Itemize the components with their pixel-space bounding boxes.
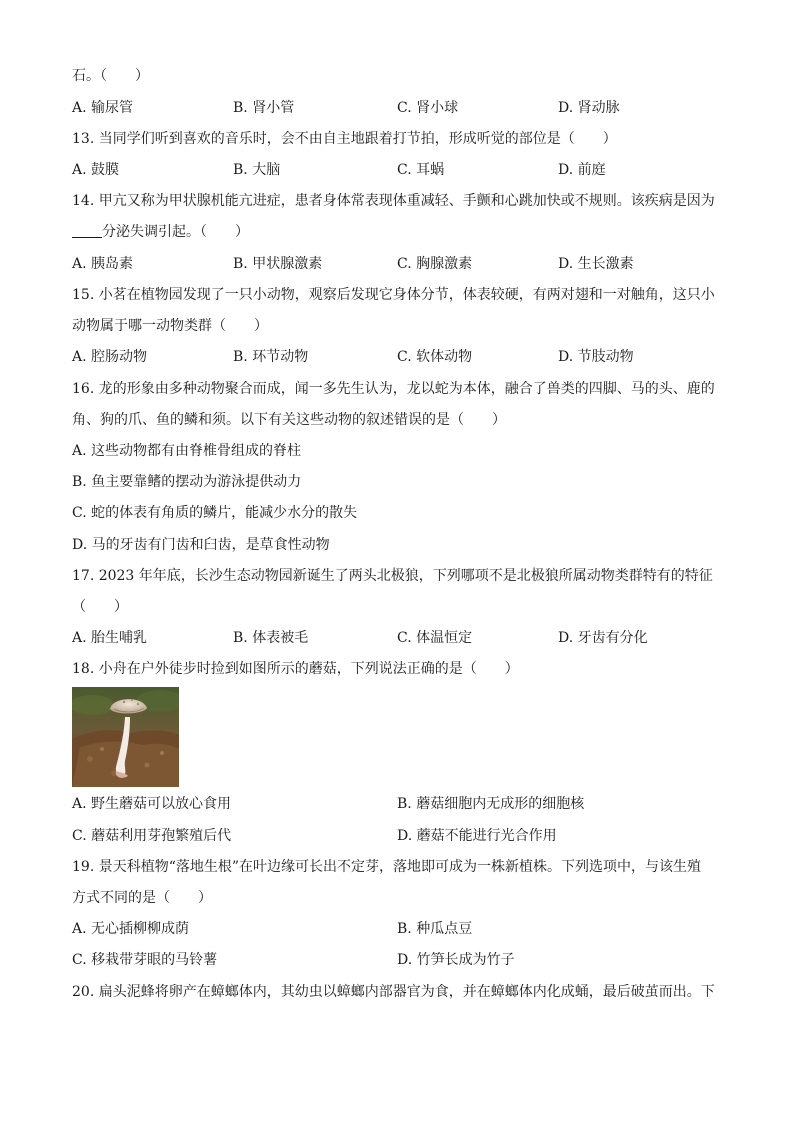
q12-option-c[interactable]: C. 肾小球 bbox=[397, 100, 459, 116]
q18-option-d[interactable]: D. 蘑菇不能进行光合作用 bbox=[397, 828, 557, 844]
q18-option-b[interactable]: B. 蘑菇细胞内无成形的细胞核 bbox=[397, 796, 585, 812]
q13-option-d[interactable]: D. 前庭 bbox=[558, 162, 606, 178]
q13-option-b[interactable]: B. 大脑 bbox=[233, 162, 281, 178]
mushroom-photo bbox=[72, 687, 179, 787]
q14-stem-line2 bbox=[72, 222, 249, 242]
q14-option-a[interactable]: A. 胰岛素 bbox=[72, 256, 134, 272]
q18-stem: 18. 小舟在户外徒步时捡到如图所示的蘑菇，下列说法正确的是（ ） bbox=[72, 661, 519, 677]
q16-option-c[interactable]: C. 蛇的体表有角质的鳞片，能减少水分的散失 bbox=[72, 505, 358, 521]
q15-option-d[interactable]: D. 节肢动物 bbox=[558, 349, 634, 365]
q17-stem-line1: 17. 2023 年年底，长沙生态动物园新诞生了两头北极狼，下列哪项不是北极狼所属动物类群特有的特征 bbox=[72, 568, 713, 584]
q19-option-b[interactable]: B. 种瓜点豆 bbox=[397, 921, 473, 937]
q14-stem-line1: 14. 甲亢又称为甲状腺机能亢进症，患者身体常表现体重减轻、手颤和心跳加快或不规则。该疾病是因为 bbox=[72, 193, 715, 209]
q19-stem-line1: 19. 景天科植物“落地生根”在叶边缘可长出不定芽，落地即可成为一株新植株。下列选项中，与该生殖 bbox=[72, 859, 702, 875]
q19-option-c[interactable]: C. 移栽带芽眼的马铃薯 bbox=[72, 952, 218, 968]
q13-stem: 13. 当同学们听到喜欢的音乐时，会不由自主地跟着打节拍，形成听觉的部位是（ ） bbox=[72, 131, 617, 147]
q14-option-b[interactable]: B. 甲状腺激素 bbox=[233, 256, 323, 272]
q13-option-a[interactable]: A. 鼓膜 bbox=[72, 162, 120, 178]
q14-fill-blank[interactable] bbox=[72, 223, 102, 238]
q14-stem-line2-text: 分泌失调引起。（ ） bbox=[102, 224, 249, 240]
q12-stem-tail: 石。（ ） bbox=[72, 68, 149, 84]
q16-option-b[interactable]: B. 鱼主要靠鳍的摆动为游泳提供动力 bbox=[72, 474, 302, 490]
q12-option-d[interactable]: D. 肾动脉 bbox=[558, 100, 620, 116]
q17-option-d[interactable]: D. 牙齿有分化 bbox=[558, 630, 648, 646]
q15-stem-line2: 动物属于哪一动物类群（ ） bbox=[72, 318, 268, 334]
q15-option-b[interactable]: B. 环节动物 bbox=[233, 349, 309, 365]
q13-option-c[interactable]: C. 耳蜗 bbox=[397, 162, 445, 178]
q16-option-a[interactable]: A. 这些动物都有由脊椎骨组成的脊柱 bbox=[72, 443, 302, 459]
q19-option-d[interactable]: D. 竹笋长成为竹子 bbox=[397, 952, 515, 968]
q17-stem-line2: （ ） bbox=[72, 599, 128, 615]
q15-stem-line1: 15. 小茗在植物园发现了一只小动物，观察后发现它身体分节，体表较硬，有两对翅和一对触角，这只小 bbox=[72, 287, 715, 303]
q18-option-c[interactable]: C. 蘑菇利用芽孢繁殖后代 bbox=[72, 828, 232, 844]
q15-option-c[interactable]: C. 软体动物 bbox=[397, 349, 473, 365]
q18-option-a[interactable]: A. 野生蘑菇可以放心食用 bbox=[72, 796, 232, 812]
q14-option-c[interactable]: C. 胸腺激素 bbox=[397, 256, 473, 272]
q12-option-b[interactable]: B. 肾小管 bbox=[233, 100, 295, 116]
q15-option-a[interactable]: A. 腔肠动物 bbox=[72, 349, 148, 365]
q16-stem-line1: 16. 龙的形象由多种动物聚合而成，闻一多先生认为，龙以蛇为本体，融合了兽类的四脚、马的头、鹿的 bbox=[72, 381, 715, 397]
q16-stem-line2: 角、狗的爪、鱼的鳞和须。以下有关这些动物的叙述错误的是（ ） bbox=[72, 412, 506, 428]
q16-option-d[interactable]: D. 马的牙齿有门齿和臼齿，是草食性动物 bbox=[72, 537, 330, 553]
q14-option-d[interactable]: D. 生长激素 bbox=[558, 256, 634, 272]
q19-option-a[interactable]: A. 无心插柳柳成荫 bbox=[72, 921, 190, 937]
q20-stem: 20. 扁头泥蜂将卵产在蟑螂体内，其幼虫以蟑螂内部器官为食，并在蟑螂体内化成蛹，最后破茧而出。下 bbox=[72, 984, 715, 1000]
q17-option-a[interactable]: A. 胎生哺乳 bbox=[72, 630, 148, 646]
q17-option-b[interactable]: B. 体表被毛 bbox=[233, 630, 309, 646]
q12-option-a[interactable]: A. 输尿管 bbox=[72, 100, 134, 116]
q19-stem-line2: 方式不同的是（ ） bbox=[72, 890, 212, 906]
q17-option-c[interactable]: C. 体温恒定 bbox=[397, 630, 473, 646]
